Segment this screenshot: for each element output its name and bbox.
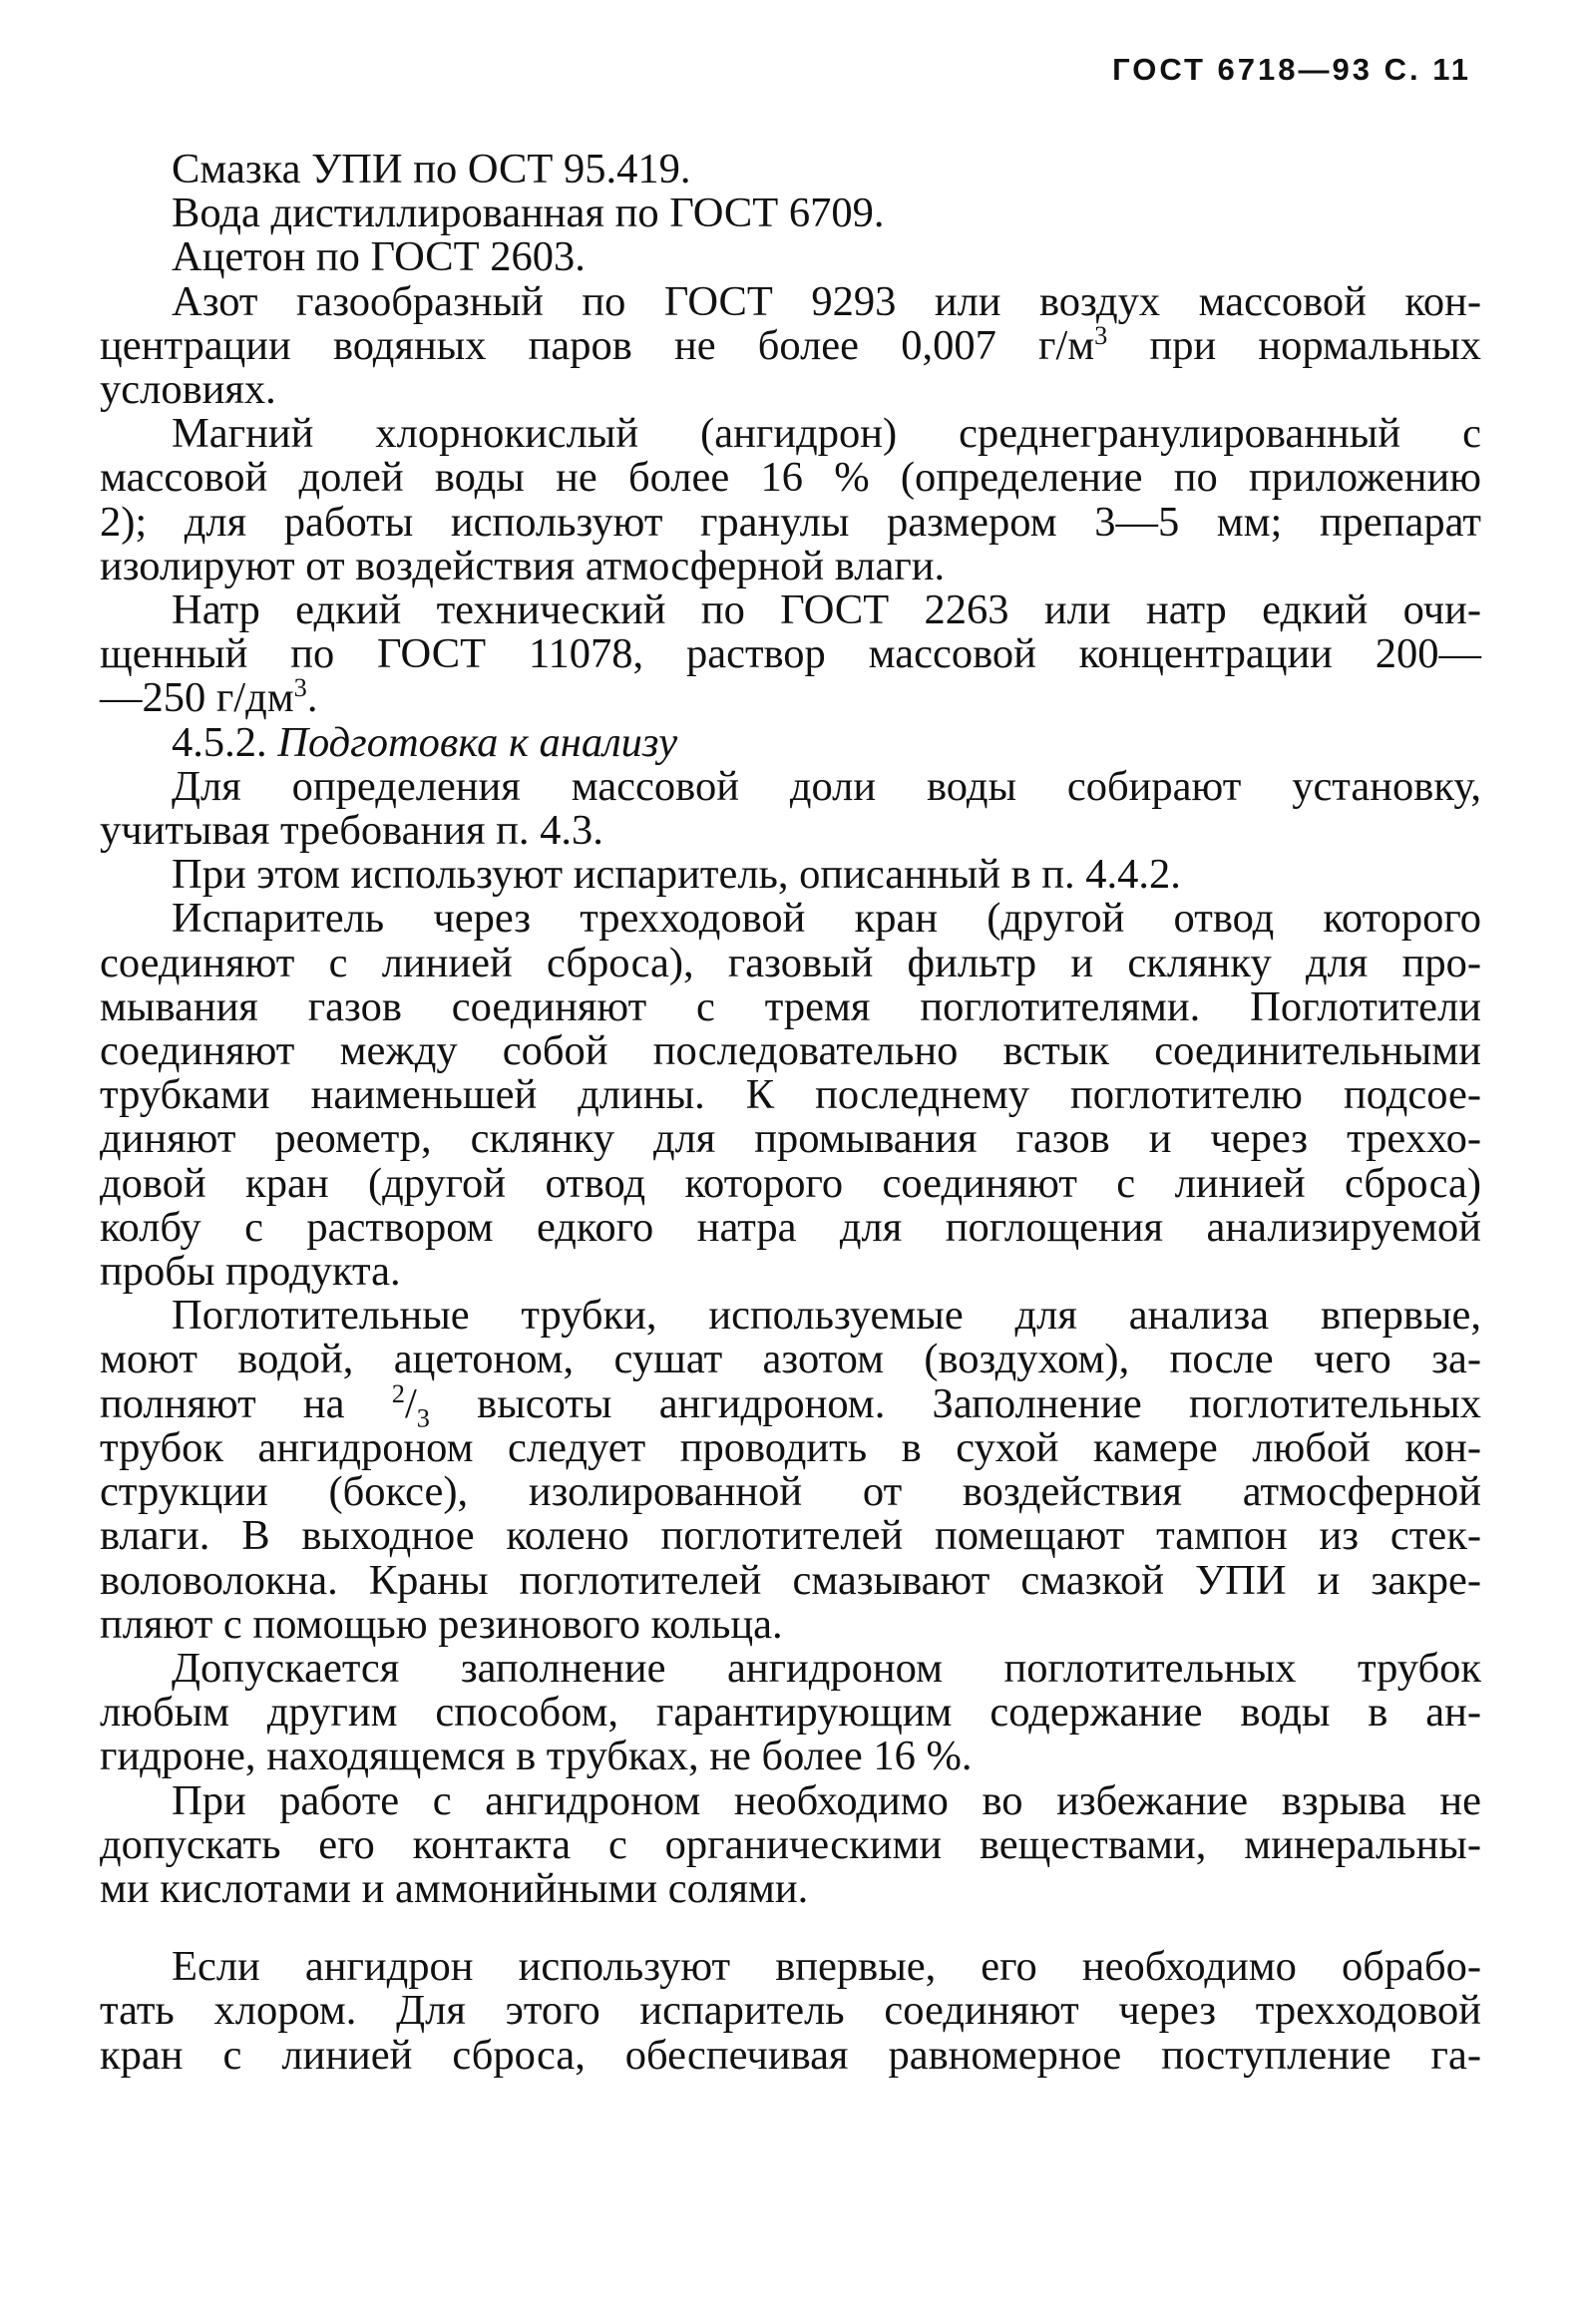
text-fragment: центрации водяных паров не более 0,007 г/м — [100, 321, 1095, 369]
text-line: колбу с раствором едкого натра для поглощения анализируемой — [100, 1203, 1481, 1251]
text-line: ми кислотами и аммонийными солями. — [100, 1864, 809, 1912]
text-line: условиях. — [100, 366, 276, 414]
section-title: Подготовка к анализу — [277, 718, 678, 766]
text-line: 2); для работы используют гранулы размером 3—5 мм; препарат — [100, 498, 1481, 546]
text-line: учитывая требования п. 4.3. — [100, 807, 603, 855]
text-line: допускать его контакта с органическими веществами, минеральны- — [100, 1820, 1481, 1868]
text-line: диняют реометр, склянку для промывания газов и через треххо- — [100, 1115, 1481, 1163]
text-line: изолируют от воздействия атмосферной влаги. — [100, 542, 946, 589]
text-line: воловолокна. Краны поглотителей смазывают смазкой УПИ и закре- — [100, 1556, 1481, 1604]
text-line: Натр едкий технический по ГОСТ 2263 или натр едкий очи- — [172, 586, 1481, 634]
text-line: Магний хлорнокислый (ангидрон) среднегранулированный с — [172, 410, 1481, 458]
text-line: массовой долей воды не более 16 % (определение по приложению — [100, 454, 1481, 502]
fraction-slash: / — [404, 1379, 417, 1427]
text-line: тать хлором. Для этого испаритель соединяют через трехходовой — [100, 1987, 1481, 2035]
text-line: струкции (боксе), изолированной от воздействия атмосферной — [100, 1468, 1481, 1516]
text-line: трубками наименьшей длины. К последнему поглотителю подсое- — [100, 1071, 1481, 1119]
text-line: Допускается заполнение ангидроном поглотительных трубок — [172, 1644, 1481, 1692]
fraction-numerator: 2 — [391, 1378, 405, 1408]
section-number: 4.5.2. — [172, 718, 267, 766]
text-line — [100, 673, 1481, 722]
text-line: Ацетон по ГОСТ 2603. — [172, 233, 586, 281]
text-line: Если ангидрон используют впервые, его необходимо обрабо- — [172, 1943, 1481, 1991]
fraction — [391, 1378, 430, 1433]
text-line — [100, 1378, 1482, 1433]
text-fragment: . — [306, 674, 318, 722]
text-line: соединяют с линией сброса), газовый фильтр и склянку для про- — [100, 939, 1481, 986]
text-line: При этом используют испаритель, описанный в п. 4.4.2. — [172, 851, 1181, 899]
text-line: Смазка УПИ по ОСТ 95.419. — [172, 146, 691, 193]
text-line: Для определения массовой доли воды собирают установку, — [172, 762, 1481, 810]
text-line: пляют с помощью резинового кольца. — [100, 1600, 783, 1648]
text-line: довой кран (другой отвод которого соединяют с линией сброса) — [100, 1159, 1481, 1207]
text-line: любым другим способом, гарантирующим содержание воды в ан- — [100, 1689, 1481, 1737]
text-line: кран с линией сброса, обеспечивая равномерное поступление га- — [100, 2031, 1481, 2079]
text-fragment: —250 г/дм — [100, 674, 294, 722]
superscript: 3 — [1094, 320, 1108, 350]
text-line: соединяют между собой последовательно встык соединительными — [100, 1027, 1481, 1075]
fraction-denominator: 3 — [416, 1403, 430, 1433]
text-fragment: полняют на — [100, 1379, 345, 1427]
page-header: ГОСТ 6718—93 С. 11 — [1112, 52, 1471, 87]
text-line: Азот газообразный по ГОСТ 9293 или воздух массовой кон- — [172, 277, 1481, 325]
text-line: При работе с ангидроном необходимо во избежание взрыва не — [172, 1776, 1481, 1824]
section-heading — [100, 718, 1481, 766]
text-line: мывания газов соединяют с тремя поглотителями. Поглотители — [100, 982, 1481, 1030]
text-line: влаги. В выходное колено поглотителей помещают тампон из стек- — [100, 1512, 1481, 1560]
text-line: моют водой, ацетоном, сушат азотом (воздухом), после чего за- — [100, 1336, 1481, 1383]
document-body — [100, 148, 1481, 2078]
text-line: Испаритель через трехходовой кран (другой отвод которого — [172, 895, 1481, 943]
text-line: Вода дистиллированная по ГОСТ 6709. — [172, 190, 885, 237]
text-line: гидроне, находящемся в трубках, не более 16 %. — [100, 1733, 973, 1780]
text-line — [100, 320, 1482, 369]
text-fragment: высоты ангидроном. Заполнение поглотительных — [477, 1379, 1482, 1427]
superscript: 3 — [293, 673, 307, 703]
text-line: пробы продукта. — [100, 1248, 401, 1296]
text-line: щенный по ГОСТ 11078, раствор массовой концентрации 200— — [100, 630, 1481, 678]
text-line: трубок ангидроном следует проводить в сухой камере любой кон- — [100, 1423, 1481, 1471]
text-fragment: при нормальных — [1149, 321, 1482, 369]
text-line: Поглотительные трубки, используемые для анализа впервые, — [172, 1292, 1481, 1340]
